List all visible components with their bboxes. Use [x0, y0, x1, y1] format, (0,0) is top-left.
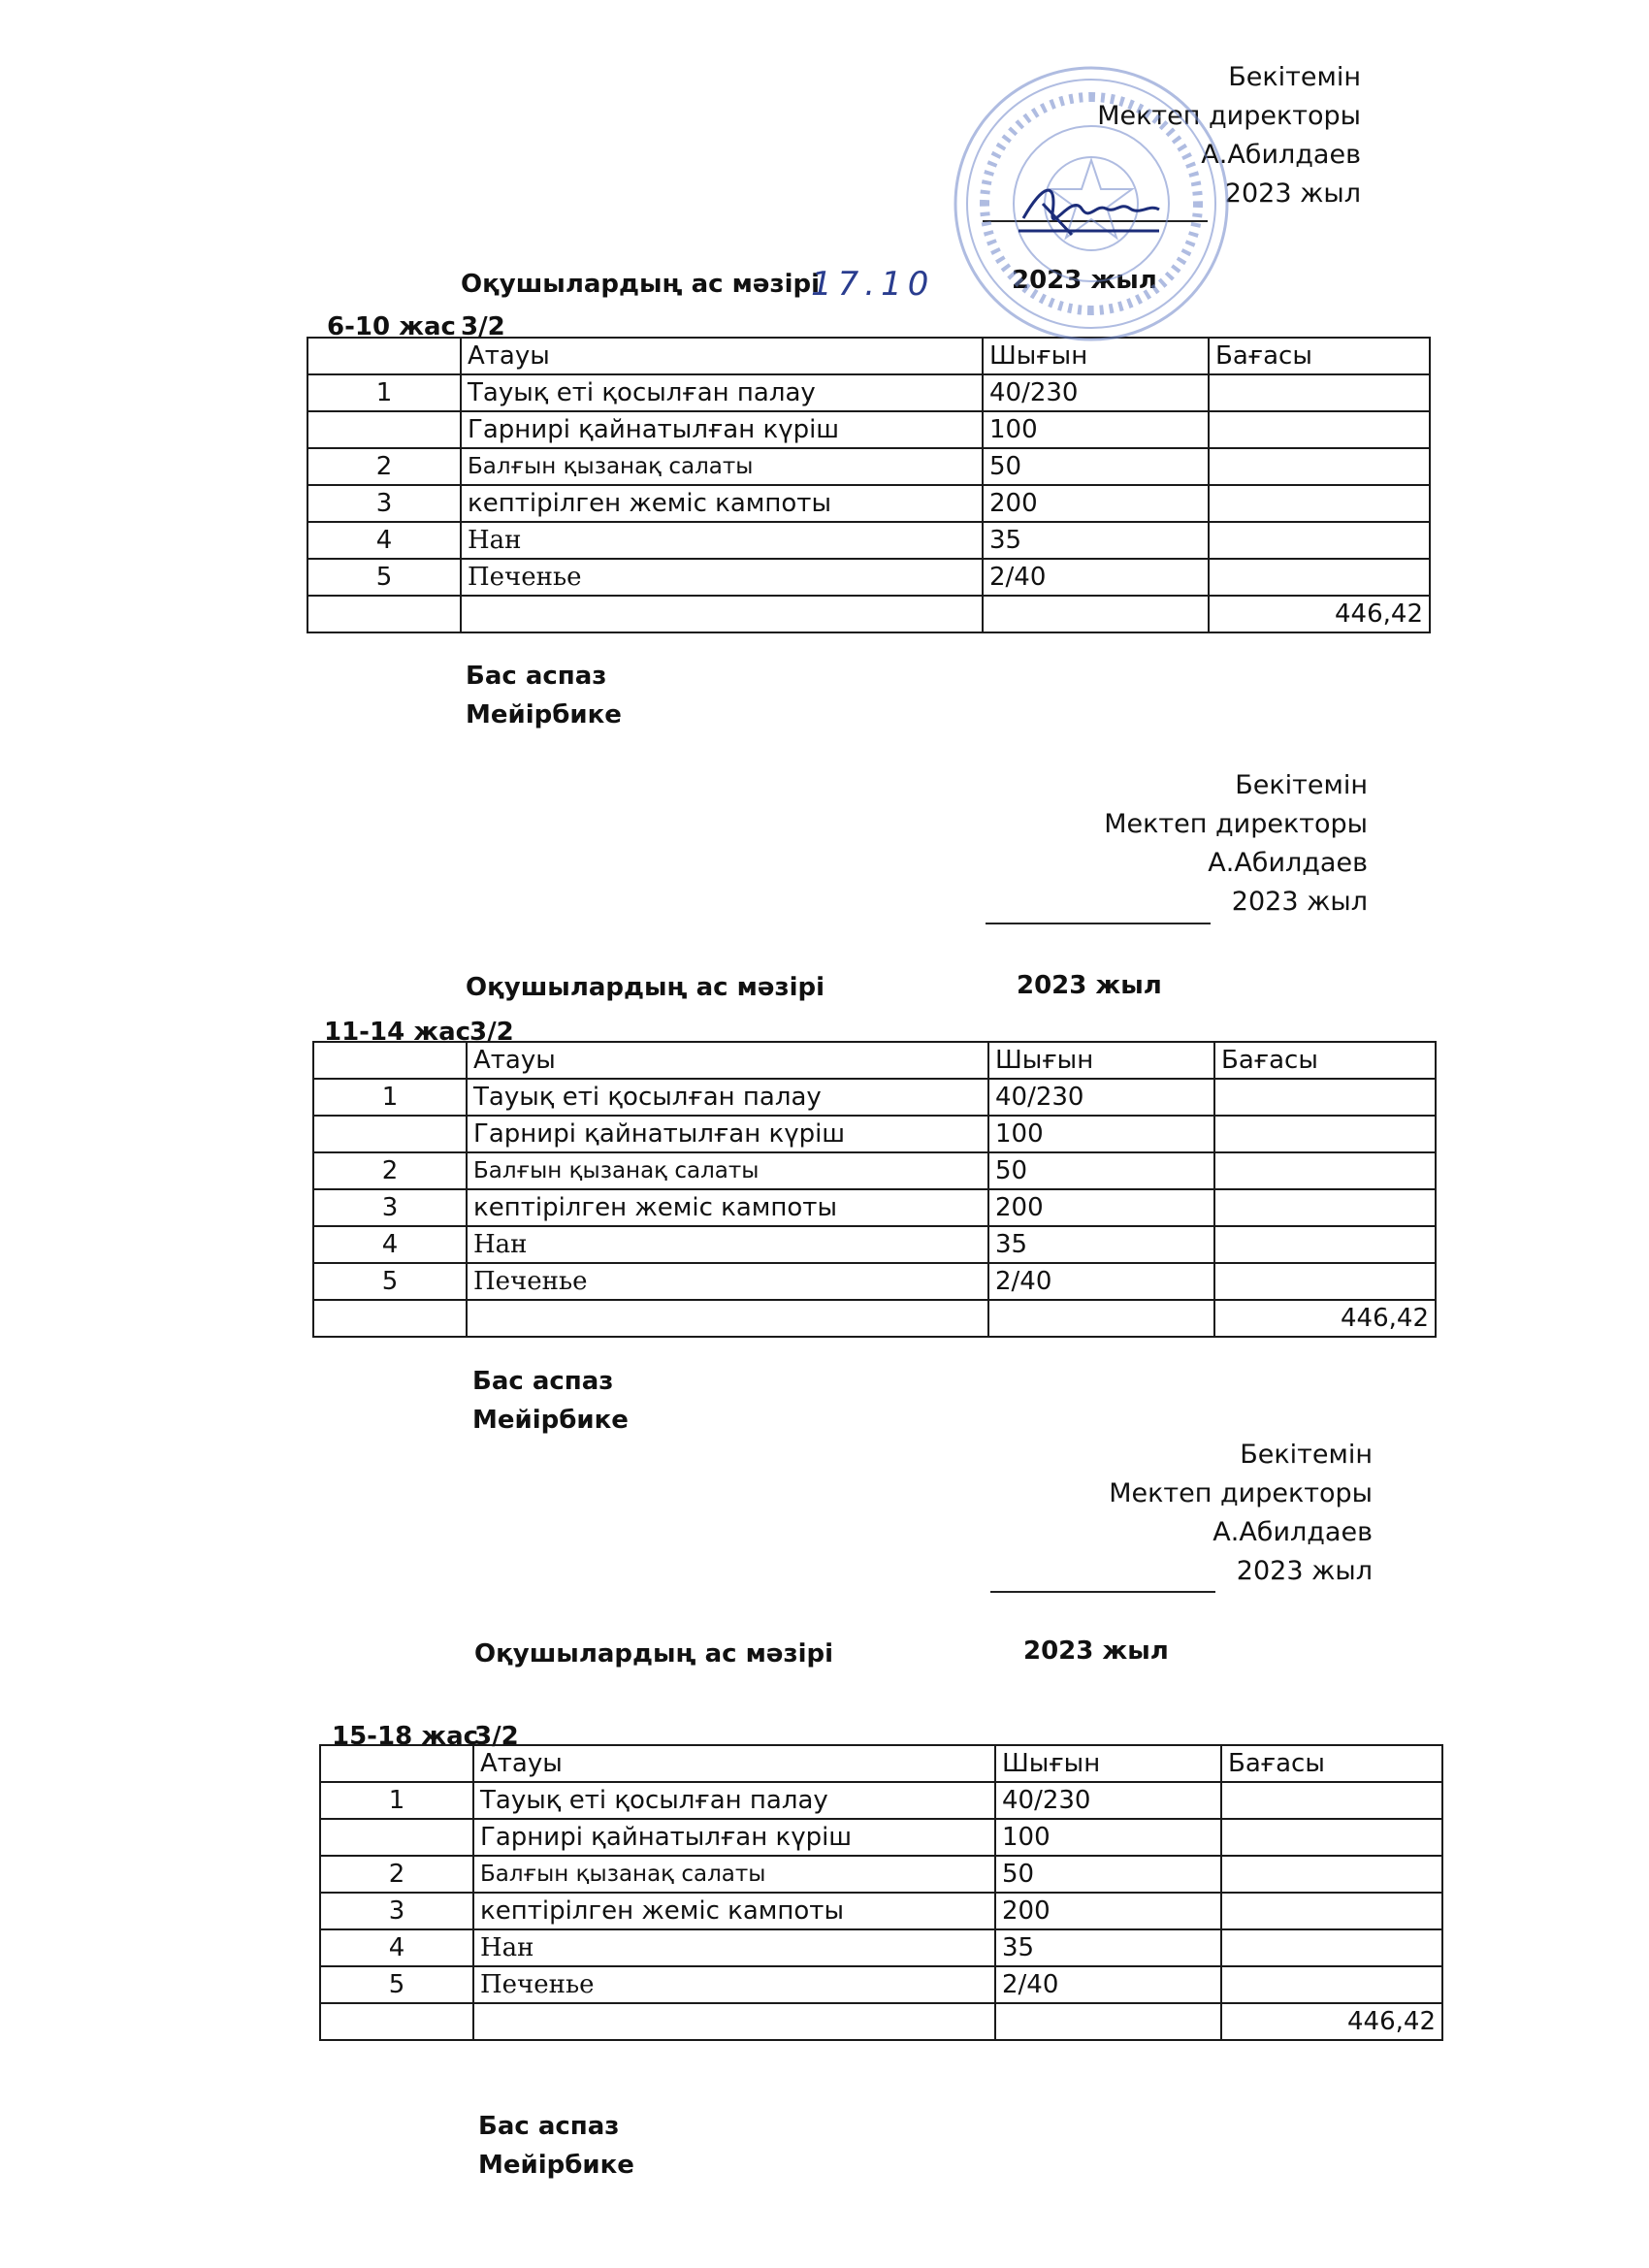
total-price: 446,42: [1221, 2003, 1442, 2040]
dish-name: Балғын қызанақ салаты: [461, 448, 983, 485]
dish-output: 200: [983, 485, 1209, 522]
chef-label: Бас аспаз: [478, 2112, 620, 2141]
row-number: 4: [307, 522, 461, 559]
dish-name: кептірілген жеміс кампоты: [473, 1893, 995, 1929]
row-number: 5: [320, 1966, 473, 2003]
nurse-label: Мейірбике: [472, 1406, 629, 1435]
menu-year: 2023 жыл: [1017, 971, 1162, 1000]
dish-output: 35: [988, 1226, 1214, 1263]
dish-price: [1221, 1856, 1442, 1893]
table-cell: [461, 596, 983, 632]
dish-name: Тауық еті қосылған палау: [467, 1079, 988, 1116]
table-row: [320, 1893, 1442, 1929]
table-total-row: [307, 596, 1430, 632]
approval-block: [985, 1436, 1373, 1591]
table-row: [307, 559, 1430, 596]
table-row: [320, 1966, 1442, 2003]
table-cell: [320, 2003, 473, 2040]
handwritten-date: 17.10: [811, 265, 935, 304]
director-position: Мектеп директоры: [1097, 101, 1361, 131]
dish-price: [1214, 1116, 1436, 1152]
row-number: 5: [307, 559, 461, 596]
dish-name: кептірілген жеміс кампоты: [467, 1189, 988, 1226]
menu-table: [312, 1041, 1437, 1338]
approve-word: Бекітемін: [1228, 62, 1361, 92]
dish-price: [1221, 1966, 1442, 2003]
menu-title: Оқушылардың ас мәзірі: [466, 973, 825, 1002]
table-row: [313, 1152, 1436, 1189]
column-header-output: Шығын: [995, 1745, 1221, 1782]
nurse-label: Мейірбике: [478, 2151, 634, 2180]
table-cell: [313, 1042, 467, 1079]
director-name: А.Абилдаев: [1208, 848, 1368, 878]
dish-output: 35: [983, 522, 1209, 559]
dish-name: Нан: [467, 1226, 988, 1263]
approval-block: [980, 766, 1368, 922]
table-row: [320, 1819, 1442, 1856]
table-row: [320, 1856, 1442, 1893]
dish-price: [1221, 1782, 1442, 1819]
signature-line: [990, 1591, 1215, 1593]
dish-output: 100: [995, 1819, 1221, 1856]
table-cell: [307, 338, 461, 374]
column-header-name: Атауы: [473, 1745, 995, 1782]
age-group: 15-18 жас: [332, 1722, 479, 1751]
staff-block: [472, 1362, 629, 1440]
column-header-name: Атауы: [467, 1042, 988, 1079]
dish-name: Печенье: [461, 559, 983, 596]
menu-table: [319, 1744, 1443, 2041]
table-cell: [320, 1745, 473, 1782]
chef-label: Бас аспаз: [466, 662, 607, 691]
director-position: Мектеп директоры: [1104, 809, 1368, 839]
approve-word: Бекітемін: [1235, 770, 1368, 800]
table-cell: [983, 596, 1209, 632]
table-row: [313, 1116, 1436, 1152]
signature-line: [986, 923, 1211, 924]
dish-price: [1214, 1079, 1436, 1116]
dish-name: Гарнирі қайнатылған күріш: [461, 411, 983, 448]
menu-table: [307, 337, 1431, 633]
approval-year: 2023 жыл: [1236, 1556, 1373, 1586]
director-position: Мектеп директоры: [1109, 1478, 1373, 1508]
table-cell: [467, 1300, 988, 1337]
portion-label: 3/2: [461, 312, 505, 341]
menu-section-3: [0, 1431, 1649, 2180]
dish-price: [1209, 522, 1430, 559]
table-row: [320, 1929, 1442, 1966]
column-header-output: Шығын: [988, 1042, 1214, 1079]
column-header-price: Бағасы: [1214, 1042, 1436, 1079]
row-number: 3: [320, 1893, 473, 1929]
table-cell: [988, 1300, 1214, 1337]
menu-title: Оқушылардың ас мәзірі: [461, 270, 821, 299]
row-number: [307, 411, 461, 448]
approval-year: 2023 жыл: [1224, 178, 1361, 209]
dish-price: [1221, 1819, 1442, 1856]
row-number: 5: [313, 1263, 467, 1300]
menu-year: 2023 жыл: [1012, 266, 1157, 295]
dish-output: 200: [995, 1893, 1221, 1929]
dish-output: 35: [995, 1929, 1221, 1966]
dish-output: 40/230: [995, 1782, 1221, 1819]
table-cell: [307, 596, 461, 632]
dish-output: 40/230: [988, 1079, 1214, 1116]
menu-section-2: [0, 766, 1649, 1474]
table-row: [307, 448, 1430, 485]
staff-block: [478, 2107, 634, 2185]
table-row: [313, 1226, 1436, 1263]
row-number: 4: [313, 1226, 467, 1263]
dish-price: [1209, 485, 1430, 522]
table-header-row: [320, 1745, 1442, 1782]
dish-price: [1221, 1929, 1442, 1966]
nurse-label: Мейірбике: [466, 700, 622, 729]
portion-label: 3/2: [474, 1722, 519, 1751]
dish-price: [1214, 1226, 1436, 1263]
table-header-row: [313, 1042, 1436, 1079]
dish-name: Нан: [473, 1929, 995, 1966]
menu-title: Оқушылардың ас мәзірі: [474, 1639, 834, 1669]
table-cell: [313, 1300, 467, 1337]
column-header-name: Атауы: [461, 338, 983, 374]
column-header-price: Бағасы: [1209, 338, 1430, 374]
dish-output: 200: [988, 1189, 1214, 1226]
dish-output: 50: [983, 448, 1209, 485]
dish-output: 2/40: [988, 1263, 1214, 1300]
chef-label: Бас аспаз: [472, 1367, 614, 1396]
dish-price: [1214, 1152, 1436, 1189]
row-number: 4: [320, 1929, 473, 1966]
row-number: [320, 1819, 473, 1856]
dish-price: [1214, 1189, 1436, 1226]
row-number: 1: [307, 374, 461, 411]
dish-price: [1209, 374, 1430, 411]
row-number: 2: [320, 1856, 473, 1893]
total-price: 446,42: [1214, 1300, 1436, 1337]
table-total-row: [313, 1300, 1436, 1337]
director-name: А.Абилдаев: [1201, 140, 1361, 170]
row-number: 1: [313, 1079, 467, 1116]
approval-year: 2023 жыл: [1231, 887, 1368, 917]
row-number: 3: [313, 1189, 467, 1226]
dish-output: 2/40: [983, 559, 1209, 596]
dish-price: [1209, 411, 1430, 448]
table-row: [307, 374, 1430, 411]
table-row: [307, 411, 1430, 448]
table-cell: [995, 2003, 1221, 2040]
dish-name: Печенье: [467, 1263, 988, 1300]
dish-output: 40/230: [983, 374, 1209, 411]
approve-word: Бекітемін: [1240, 1440, 1373, 1470]
dish-price: [1214, 1263, 1436, 1300]
dish-output: 50: [995, 1856, 1221, 1893]
dish-name: Тауық еті қосылған палау: [461, 374, 983, 411]
table-row: [313, 1263, 1436, 1300]
dish-name: Тауық еті қосылған палау: [473, 1782, 995, 1819]
dish-name: кептірілген жеміс кампоты: [461, 485, 983, 522]
dish-output: 100: [988, 1116, 1214, 1152]
age-group: 11-14 жас: [324, 1018, 471, 1047]
row-number: 2: [307, 448, 461, 485]
total-price: 446,42: [1209, 596, 1430, 632]
dish-price: [1209, 448, 1430, 485]
director-name: А.Абилдаев: [1212, 1517, 1373, 1547]
dish-name: Балғын қызанақ салаты: [473, 1856, 995, 1893]
age-group: 6-10 жас: [327, 312, 456, 341]
table-cell: [473, 2003, 995, 2040]
dish-output: 100: [983, 411, 1209, 448]
portion-label: 3/2: [469, 1018, 514, 1047]
dish-name: Печенье: [473, 1966, 995, 2003]
table-row: [307, 485, 1430, 522]
column-header-output: Шығын: [983, 338, 1209, 374]
handwritten-signature-icon: [1014, 175, 1169, 243]
menu-year: 2023 жыл: [1023, 1636, 1169, 1666]
table-row: [313, 1189, 1436, 1226]
dish-price: [1209, 559, 1430, 596]
dish-name: Нан: [461, 522, 983, 559]
dish-output: 2/40: [995, 1966, 1221, 2003]
row-number: 1: [320, 1782, 473, 1819]
table-row: [320, 1782, 1442, 1819]
dish-name: Балғын қызанақ салаты: [467, 1152, 988, 1189]
table-total-row: [320, 2003, 1442, 2040]
column-header-price: Бағасы: [1221, 1745, 1442, 1782]
dish-name: Гарнирі қайнатылған күріш: [473, 1819, 995, 1856]
table-row: [307, 522, 1430, 559]
row-number: [313, 1116, 467, 1152]
menu-section-1: [0, 58, 1649, 766]
dish-output: 50: [988, 1152, 1214, 1189]
table-row: [313, 1079, 1436, 1116]
dish-price: [1221, 1893, 1442, 1929]
dish-name: Гарнирі қайнатылған күріш: [467, 1116, 988, 1152]
row-number: 2: [313, 1152, 467, 1189]
row-number: 3: [307, 485, 461, 522]
staff-block: [466, 657, 622, 734]
table-header-row: [307, 338, 1430, 374]
